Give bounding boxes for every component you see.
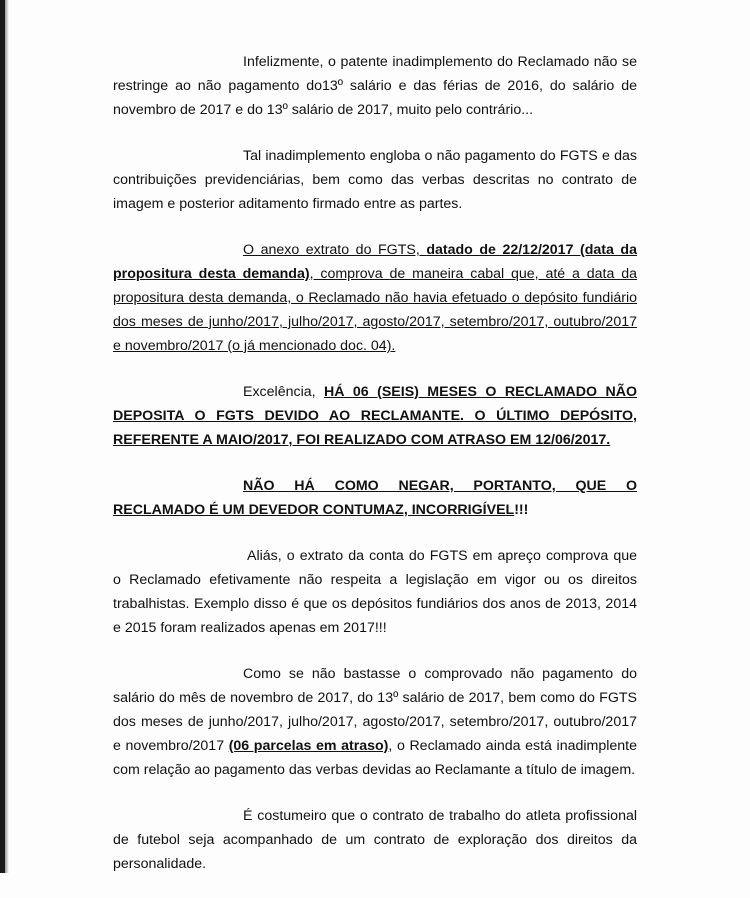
p3-text-c: , comprova de maneira cabal que, até a data da propositura desta demanda, o Reclamado não havia efetuado o depósito fundiário dos meses de junho/2017, julho/2017, agosto/2017, setembro/2017, outubro/2017 e novembro/2017 (113, 266, 637, 354)
paragraph-2: Tal inadimplemento engloba o não pagamento do FGTS e das contribuições previdenciárias, bem como das verbas descritas no contrato de imagem e posterior aditamento firmado entre as partes. (113, 148, 637, 212)
paragraph-8: É costumeiro que o contrato de trabalho do atleta profissional de futebol seja acompanhado de um contrato de exploração dos direitos da personalidade. (113, 808, 637, 872)
paragraph-4 (113, 380, 637, 452)
p4-bold-statement: HÁ 06 (SEIS) MESES O RECLAMADO NÃO DEPOSITA O FGTS DEVIDO AO RECLAMANTE. O ÚLTIMO DEPÓSITO, REFERENTE A MAIO/2017, FOI REALIZADO COM ATRASO EM 12/06/2017. (113, 384, 637, 448)
scan-shadow (5, 0, 9, 873)
p7-installments-bold: (06 parcelas em atraso) (228, 738, 389, 754)
paragraph-3 (113, 238, 637, 358)
paragraph-7 (113, 662, 637, 782)
p7-text-c: , o Reclamado ainda está inadimplente com relação ao pagamento das verbas devidas ao Reclamante a título de imagem. (113, 738, 637, 778)
paragraph-5 (113, 474, 637, 522)
paragraph-6: Aliás, o extrato da conta do FGTS em apreço comprova que o Reclamado efetivamente não respeita a legislação em vigor ou os direitos trabalhistas. Exemplo disso é que os depósitos fundiários dos anos de 2013, 2014 e 2015 foram realizados apenas em 2017!!! (113, 548, 637, 636)
p5-bold-statement: NÃO HÁ COMO NEGAR, PORTANTO, QUE O RECLAMADO É UM DEVEDOR CONTUMAZ, INCORRIGÍVEL (113, 478, 637, 518)
document-page (113, 50, 637, 898)
paragraph-1: Infelizmente, o patente inadimplemento do Reclamado não se restringe ao não pagamento do13º salário e das férias de 2016, do salário de novembro de 2017 e do 13º salário de 2017, muito pelo contrário... (113, 54, 637, 118)
p3-date-bold: datado de 22/12/2017 (data da propositura desta demanda) (113, 242, 637, 282)
p7-text-a: Como se não bastasse o comprovado não pagamento do salário do mês de novembro de 2017, do 13º salário de 2017, bem como do FGTS dos meses de junho/2017, julho/2017, agosto/2017, setembro/2017, outubro/2017 e novembro/2017 (113, 666, 637, 754)
p5-exclamation: !!! (514, 502, 529, 518)
p4-text-a: Excelência, (243, 384, 324, 400)
p3-doc-reference: (o já mencionado doc. 04). (223, 338, 396, 354)
p3-text-a: O anexo extrato do FGTS, (243, 242, 427, 258)
